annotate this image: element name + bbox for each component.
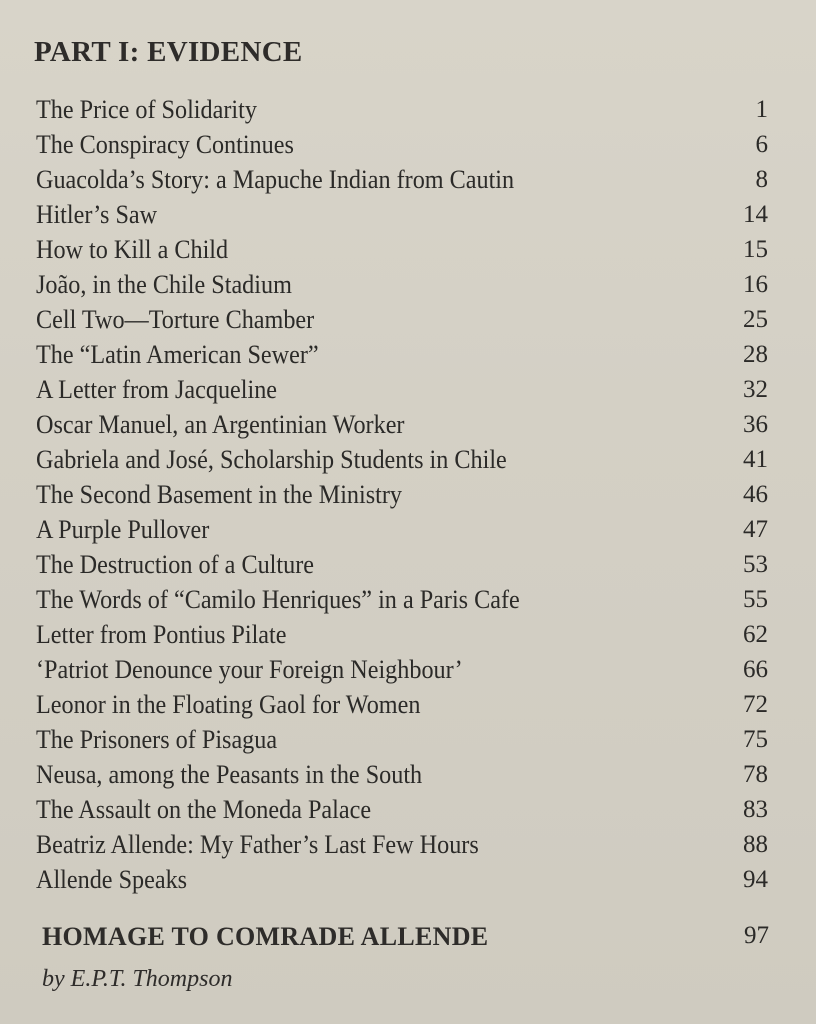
toc-entry [0,232,816,267]
toc-entry-page-number: 6 [755,131,768,158]
toc-entry-title: The Conspiracy Continues [36,130,294,159]
toc-entry-title: Leonor in the Floating Gaol for Women [36,690,421,719]
toc-entry-title: A Letter from Jacqueline [36,375,278,404]
toc-entry-page-number: 88 [743,831,768,858]
toc-entry [0,337,816,372]
toc-entry-title: The Assault on the Moneda Palace [36,795,372,824]
toc-entry [0,617,816,652]
toc-entry-page-number: 72 [743,691,768,718]
toc-entry [0,407,816,442]
toc-entry-page-number: 25 [743,306,768,333]
toc-entry-page-number: 32 [743,376,768,403]
toc-entry-title: The Words of “Camilo Henriques” in a Paris Cafe [36,585,520,614]
toc-entry-title: Oscar Manuel, an Argentinian Worker [36,410,405,439]
toc-entry-title: Guacolda’s Story: a Mapuche Indian from Cautin [36,165,515,194]
toc-entry-title: ‘Patriot Denounce your Foreign Neighbour’ [36,655,463,684]
toc-entry-page-number: 53 [743,551,768,578]
toc-entry-page-number: 15 [743,236,768,263]
homage-page-number: 97 [744,922,769,949]
toc-entry-page-number: 94 [743,866,768,893]
toc-entry [0,792,816,827]
toc-entry-title: The “Latin American Sewer” [36,340,319,369]
toc-entry-title: How to Kill a Child [36,235,229,264]
toc-entry [0,687,816,722]
toc-entry [0,757,816,792]
toc-entry-page-number: 8 [755,166,768,193]
toc-entry-page-number: 14 [743,201,768,228]
toc-entry-page-number: 36 [743,411,768,438]
toc-entry [0,477,816,512]
toc-entry-page-number: 1 [755,96,768,123]
toc-entry-page-number: 28 [743,341,768,368]
toc-entry-title: Gabriela and José, Scholarship Students in Chile [36,445,507,474]
homage-byline: by E.P.T. Thompson [42,966,233,992]
toc-entry-page-number: 78 [743,761,768,788]
toc-entry [0,162,816,197]
homage-title: HOMAGE TO COMRADE ALLENDE [42,922,489,951]
toc-entry-title: Letter from Pontius Pilate [36,620,287,649]
toc-entry [0,547,816,582]
toc-entry [0,372,816,407]
toc-entry-page-number: 47 [743,516,768,543]
toc-entry [0,722,816,757]
toc-entry-page-number: 16 [743,271,768,298]
toc-entry-page-number: 83 [743,796,768,823]
homage-entry [42,922,772,962]
toc-entry-page-number: 46 [743,481,768,508]
toc-entry [0,582,816,617]
section-heading: PART I: EVIDENCE [34,36,303,68]
table-of-contents [0,92,816,897]
toc-entry-title: The Price of Solidarity [36,95,257,124]
toc-entry-title: Hitler’s Saw [36,200,158,229]
toc-entry-title: The Destruction of a Culture [36,550,314,579]
toc-entry [0,512,816,547]
toc-entry [0,442,816,477]
toc-entry [0,127,816,162]
toc-entry-page-number: 62 [743,621,768,648]
toc-entry [0,302,816,337]
toc-entry [0,652,816,687]
toc-entry-page-number: 66 [743,656,768,683]
toc-entry-title: João, in the Chile Stadium [36,270,292,299]
toc-entry-title: Neusa, among the Peasants in the South [36,760,423,789]
toc-entry-page-number: 55 [743,586,768,613]
toc-entry-title: The Prisoners of Pisagua [36,725,278,754]
toc-entry [0,862,816,897]
toc-entry [0,92,816,127]
toc-entry-title: Beatriz Allende: My Father’s Last Few Hours [36,830,479,859]
toc-entry [0,827,816,862]
toc-entry-title: A Purple Pullover [36,515,210,544]
toc-entry-page-number: 75 [743,726,768,753]
toc-entry-page-number: 41 [743,446,768,473]
toc-entry-title: Cell Two—Torture Chamber [36,305,315,334]
toc-entry [0,197,816,232]
toc-entry-title: Allende Speaks [36,865,188,894]
toc-entry [0,267,816,302]
toc-entry-title: The Second Basement in the Ministry [36,480,402,509]
